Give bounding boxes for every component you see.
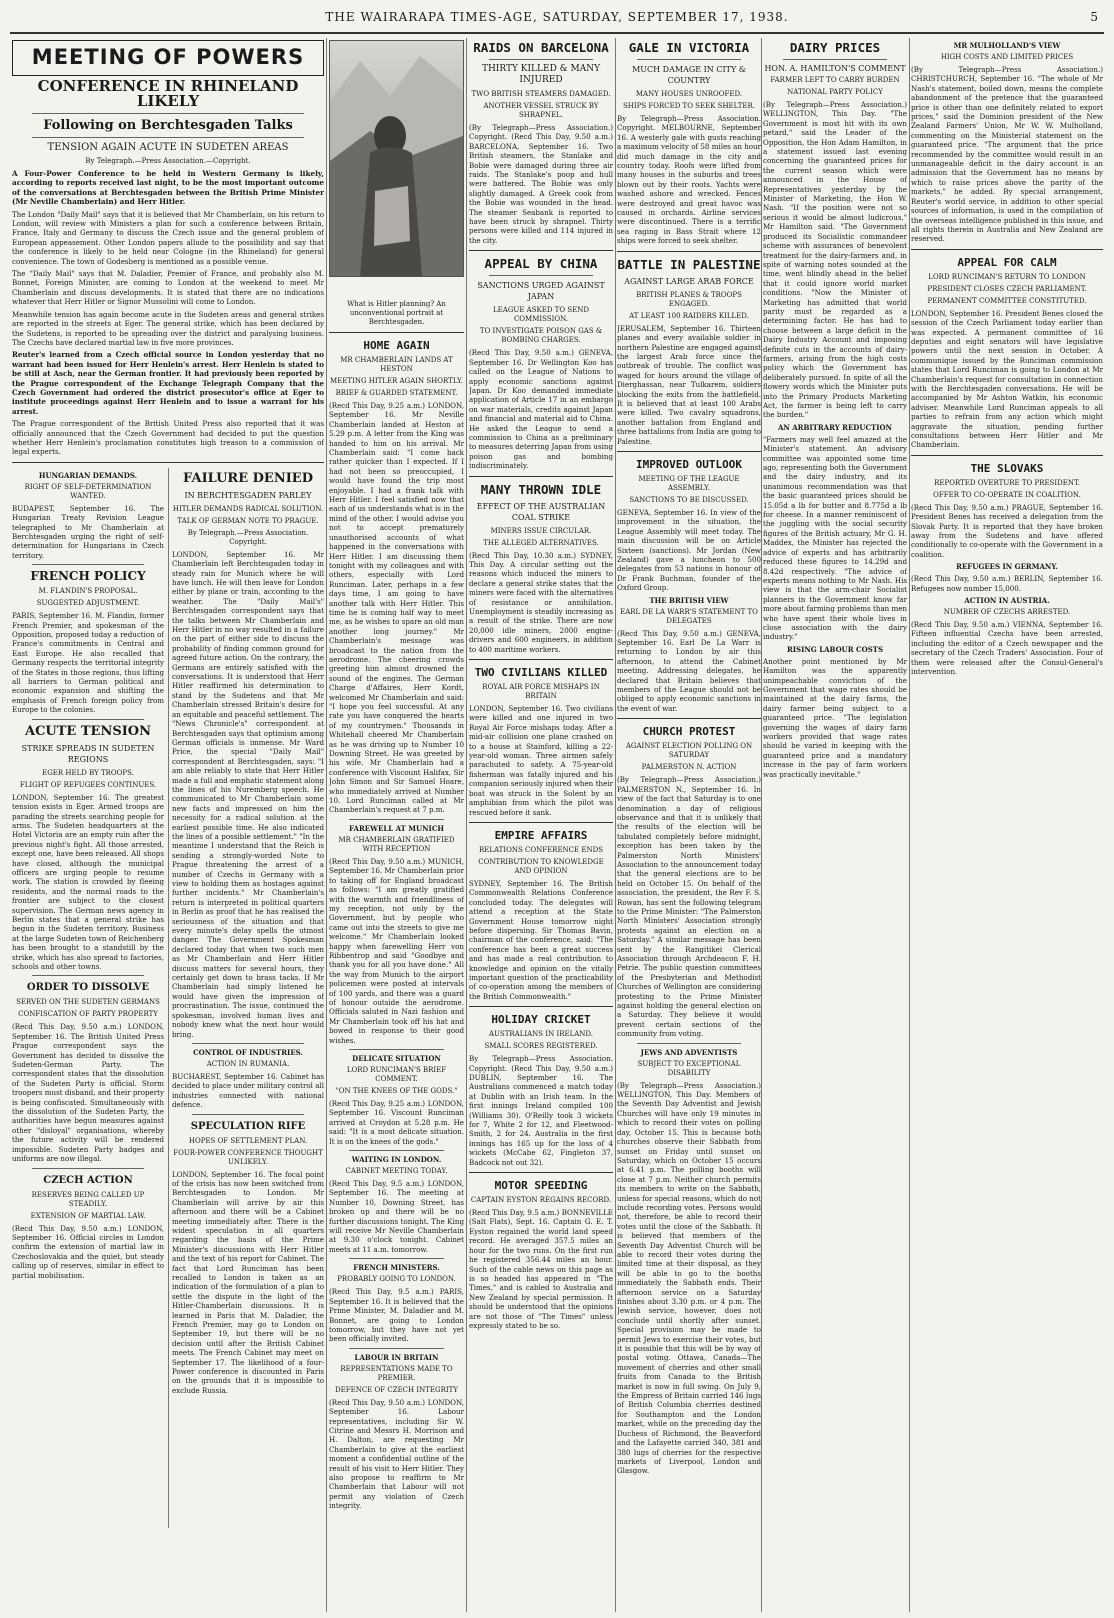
lead-paragraph: The London "Daily Mail" says that it is believed that Mr Chamberlain, on his return to London, will review with Ministers a plan for such a conference between Britain, France, Italy and Germany to discuss the Czech issue and the general problem of European appeasement. Other London papers allude to the possibility and say that the conference is likely to be held near Cologne (in the Rhineland) for general convenience. The town of Godesberg is mentioned as a possible venue. — [12, 209, 324, 266]
article-sub: ROYAL AIR FORCE MISHAPS IN BRITAIN — [482, 683, 600, 701]
lead-subdeck: TENSION AGAIN ACUTE IN SUDETEN AREAS — [47, 142, 289, 153]
column-divider — [615, 38, 616, 1612]
column-divider — [326, 38, 327, 1612]
article-sub: EXTENSION OF MARTIAL LAW. — [30, 1211, 146, 1220]
article-sub: AGAINST LARGE ARAB FORCE — [624, 276, 754, 286]
article-sub: AN ARBITRARY REDUCTION — [777, 422, 893, 432]
lead-kicker-box — [12, 40, 324, 76]
masthead — [0, 10, 1114, 32]
article-sub: HON. A. HAMILTON'S COMMENT — [764, 64, 906, 73]
article-body: (By Telegraph—Press Association.) WELLINGTON, This Day. "The Government is most hit with its own petard," said the Leader of the Opposition, the Hon Adam Hamilton, in a statement issued last evening concerning the guaranteed prices for the current season which were announced in the House of Representatives yesterday by the Minister of Marketing, the Hon W. Nash. "If the position were not so serious it would be almost ludicrous," Mr Hamilton said. "The Government produced its Socialistic commandeer scheme with assurances of benevolent treatment for the dairy-farmers and, in spite of warning notes sounded at the time, went blindly ahead in the belief that it could ignore world market conditions. "Now the Minister of Marketing has admitted that world parity must be regarded as a determining factor. He has had to choose between a large deficit in the Dairy Industry Account and imposing definite cuts in the accounts of dairy-farmers, arising from the high costs policy which the Government has deliberately pursued. In spite of all the flowery words which the Minister puts into the Primary Products Marketing Act, the farmer is being left to carry the burden." — [763, 100, 907, 420]
left-columns — [12, 38, 324, 1610]
article-head: THE BRITISH VIEW — [649, 595, 729, 605]
article-sub: HOPES OF SETTLEMENT PLAN. — [188, 1136, 308, 1145]
article-head: JEWS AND ADVENTISTS — [640, 1047, 738, 1057]
article-body: LONDON, September 16. The focal point of the crisis has now been switched from Berchtesgaden to London. Mr Chamberlain will arrive by air this afternoon and there will be a Cabinet meeting immediately after. There is the widest speculation in all quarters regarding the basis of the Prime Minister's discussions with Herr Hitler and the text of his report for Cabinet. The fact that Lord Runciman has been recalled to London is taken as an indication of the formulation of a plan to settle the dispute in the light of the Hitler-Chamberlain discussions. It is learned in Paris that M. Daladier, the French Premier, may go to London on September 19, but there will be no decision until after the British Cabinet meets. The French Cabinet may meet on September 17. The likelihood of a four-Power conference is discounted in Paris on the grounds that it is impossible to exclude Russia. — [172, 1169, 324, 1395]
column-gale — [617, 38, 761, 1610]
article-body: (Recd This Day, 9.50 a.m.) BERLIN, September 16. Refugees now number 15,000. — [911, 574, 1103, 593]
article-sub: ACTION IN RUMANIA. — [206, 1059, 290, 1068]
lead-deck: Following on Berchtesgaden Talks — [43, 118, 293, 133]
article-sub: SUBJECT TO EXCEPTIONAL DISABILITY — [637, 1059, 741, 1077]
article-head: CZECH ACTION — [43, 1174, 133, 1186]
article-head: APPEAL BY CHINA — [484, 256, 598, 272]
left-lower-split — [12, 468, 324, 1528]
article-sub: BRITISH PLANES & TROOPS ENGAGED. — [636, 290, 742, 308]
article-sub: LORD RUNCIMAN'S BRIEF COMMENT. — [346, 1066, 447, 1083]
article-body: (By Telegraph—Press Association.) PALMERSTON N., September 16. In view of the fact that Saturday is to one denomination a day of religious observance and that it is unlikely that the results of the election will be tabulated completely before midnight, exception has been taken by the Palmerston North Ministers' Association to the announcement today that the general elections are to be held on October 15. On behalf of the association, the president, the Rev F. S. Rowan, has sent the following telegram to the Prime Minister: "The Palmerston North Ministers' Association strongly protests against an election on a Saturday." A similar message has been sent by the Rangitikei Clerical Association through Archdeacon F. H. Petrie. The public question committees of the Presbyterian and Methodist Churches of Wellington are considering protesting to the Prime Minister against holding the general election on a Saturday. They believe it would prevent certain sections of the community from voting. — [617, 775, 761, 1039]
article-byline: By Telegraph.—Press Association. Copyright. — [187, 528, 309, 546]
article-head: FRENCH MINISTERS. — [353, 1263, 440, 1273]
article-body: (Recd This Day, 9.50 a.m.) GENEVA, September 16. Earl De La Warr is returning to London by air this afternoon, to attend the Cabinet meeting. Addressing delegates, he declared that Britain believes that members of the League should not be obliged to apply economic sanctions in the event of war. — [617, 628, 761, 713]
article-sub: STRIKE SPREADS IN SUDETEN REGIONS — [21, 743, 155, 764]
lead-paragraph: The "Daily Mail" says that M. Daladier, Premier of France, and probably also M. Bonnet, Foreign Minister, are coming to London at the weekend to meet Mr Chamberlain and discuss developments. It is stated that there are no indications whatever that Herr Hitler or Signor Mussolini will come to London. — [12, 269, 324, 307]
article-sub: SMALL SCORES REGISTERED. — [484, 1042, 598, 1051]
article-body: By Telegraph—Press Association. Copyright. MELBOURNE, September 16. A westerly gale with gusts reaching a maximum velocity of 58 miles an hour did much damage in the city and country today. Roofs were lifted from many houses in the suburbs and trees blown out by their roots. Yachts were washed ashore and wrecked. Fences were destroyed and great havoc was caused in orchards. Airline services were discontinued. There is a terrific sea raging in Bass Strait where 12 ships were forced to seek shelter. — [617, 114, 761, 246]
article-sub: CONFISCATION OF PARTY PROPERTY — [18, 1010, 158, 1019]
article-sub: NATIONAL PARTY POLICY — [787, 88, 883, 96]
article-body: (Recd This Day, 9.5 a.m.) LONDON, September 16. The meeting at Number 10, Downing Street, has broken up and there will be no further discussions tonight. The King will receive Mr Neville Chamberlain at 9.30 o'clock tonight. Cabinet meets at 11 a.m. tomorrow. — [329, 1179, 464, 1254]
article-head: REFUGEES IN GERMANY. — [956, 562, 1058, 572]
photo-area — [329, 38, 464, 300]
lead-paragraph: The Prague correspondent of the British United Press also reported that it was officially announced that the Czech Government had decided to put the question whether Herr Henlein's proclamation constitutes high treason to a commission of legal experts. — [12, 419, 324, 457]
article-head: RAIDS ON BARCELONA — [473, 40, 609, 55]
article-sub: SANCTIONS TO BE DISCUSSED. — [629, 495, 749, 504]
lead-paragraph: Meanwhile tension has again become acute in the Sudeten areas and general strikes are reported in the streets at Eger. The general strike, which has been declared by the Sudetens, is reported to be spreading over the district and paralysing business. The Czechs have declared martial law in five more provinces. — [12, 309, 324, 347]
article-sub: SERVED ON THE SUDETEN GERMANS — [16, 998, 160, 1007]
article-sub: FLIGHT OF REFUGEES CONTINUES. — [19, 780, 157, 789]
lead-kicker: MEETING OF POWERS — [31, 45, 305, 69]
article-sub: OFFER TO CO-OPERATE IN COALITION. — [933, 490, 1081, 499]
article-body: (By Telegraph—Press Association.) WELLINGTON, This Day. Members of the Seventh Day Adventist and Jewish Churches will have only 19 minutes in which to record their votes on polling day, October 15. This is because both churches observe their Sabbath from sunset on Friday until sunset on Saturday, which on October 15 occurs at 6.41 p.m. The polling booths will close at 7 p.m. Neither church permits its members to write on the Sabbath, unless for special reasons, which do not include recording votes. Persons would not, therefore, be able to record their votes until the close of the Sabbath. It is believed that members of the Seventh Day Adventist Church will be able to record their votes during the limited time at their disposal, as they will be able to go to the booths immediately the Sabbath ends. Their afternoon service on a Saturday finishes about 3.30 p.m. or 4 p.m. The Jewish service, however, does not conclude until shortly after sunset. Special provision may be made to permit Jews to exercise their votes, but it is possible that this will be by way of postal voting. Ottawa, Canada—The movement of cherries and other small fruits from Canada to the British market is now in full swing. On July 9, the Empress of Britain carried 146 lugs of British Columbia cherries destined for Southampton and the London market, while on the preceding day the Duchess of Richmond, the Beaverford and the Lafayette carried 340, 381 and 380 lugs of cherries for the respective markets of Liverpool, London and Glasgow. — [617, 1080, 761, 1476]
article-sub: PALMERSTON N. ACTION — [641, 763, 737, 772]
article-sub: CAPTAIN EYSTON REGAINS RECORD. — [470, 1196, 612, 1205]
article-head: EMPIRE AFFAIRS — [494, 828, 588, 842]
article-sub: CONTRIBUTION TO KNOWLEDGE AND OPINION — [478, 857, 604, 875]
spacer — [329, 38, 330, 39]
masthead-rule — [10, 32, 1104, 34]
article-body: By Telegraph—Press Association. Copyright. (Recd This Day, 9.50 a.m.) DUBLIN, September 16. The Australians commenced a match today at Dublin with an Irish team. In the first innings Ireland compiled 100 (Williams 30). O'Reilly took 3 wickets for 7, White 2 for 12, and Fleetwood-Smith, 2 for 24. Australia in the first innings has 165 up for the loss of 4 wickets (McCabe 62, Fingleton 37, Badcock not out 32). — [469, 1054, 613, 1167]
article-sub: AUSTRALIANS IN IRELAND. — [488, 1030, 594, 1039]
article-head: CHURCH PROTEST — [642, 725, 736, 739]
article-head: MANY THROWN IDLE — [480, 481, 602, 497]
article-sub: THIRTY KILLED & MANY INJURED — [481, 64, 601, 85]
article-sub: TWO BRITISH STEAMERS DAMAGED. — [471, 90, 611, 98]
column-dairy-cont — [911, 38, 1103, 1610]
article-sub: IN BERCHTESGADEN PARLEY — [184, 490, 312, 500]
article-head: DELICATE SITUATION — [352, 1054, 441, 1063]
article-sub: PRESIDENT CLOSES CZECH PARLIAMENT. — [927, 284, 1087, 293]
article-head: SPECULATION RIFE — [190, 1120, 306, 1132]
article-body: LONDON, September 16. The greatest tension exists in Eger. Armed troops are parading the streets searching people for arms. The Sudeten headquarters at the Hotel Victoria are an empty ruin after the previous night's fight. All those arrested, except one, have been released. All shops have closed, although the municipal officers are urging people to resume work. The station is crowded by fleeing residents, and the normal roads to the frontier are subject to the closest supervision. The German news agency in Berlin states that a general strike has begun in the Sudeten territory. Business at the large Sudeten town of Reichenberg has been brought to a standstill by the strike, which has also spread to factories, schools and other towns. — [12, 792, 164, 971]
article-head: FAILURE DENIED — [183, 470, 313, 486]
article-sub: RISING LABOUR COSTS — [786, 644, 884, 654]
article-sub: MANY HOUSES UNROOFED. — [635, 90, 743, 98]
article-body: (Recd This Day, 9.25 a.m.) LONDON, September 16. Mr Neville Chamberlain landed at Heston at 5.29 p.m. A letter from the King was handed to him on his arrival. Mr Chamberlain said: "I come back rather quicker than I expected. If I had not been so preoccupied, I would have found the trip most enjoyable. I had a frank talk with Herr Hitler. I feel satisfied now that each of us understands what is in the mind of the other. I would advise you not to accept prematurely unauthorised accounts of what happened in the conversations with Herr Hitler. I am discussing them tonight with my colleagues and with others, especially with Lord Runciman. Later, perhaps in a few days time, I am going to have another talk with Herr Hitler. This time he is coming half way to meet me, as he wishes to spare an old man another long journey." Mr Chamberlain's message was broadcast to the nation from the aerodrome. The cheering crowds greeting him almost drowned the sound of the engines. The German Charge d'Affaires, Herr Kordt, welcomed Mr Chamberlain and said: "I hope you feel successful. At any rate you have conquered the hearts of my countrymen." Thousands in Whitehall cheered Mr Chamberlain as he was driving up to Number 10 Downing Street. He was greeted by his wife. Mr Chamberlain had a conference with Viscount Halifax, Sir John Simon and Sir Samuel Hoare, who immediately arrived at Number 10. Lord Runciman called at Mr Chamberlain's request at 7 p.m. — [329, 401, 464, 815]
lead-byline: By Telegraph.—Press Association.—Copyright. — [85, 157, 251, 165]
article-sub: REPORTED OVERTURE TO PRESIDENT. — [934, 478, 1080, 487]
article-head: FAREWELL AT MUNICH — [348, 823, 445, 833]
article-sub: MEETING HITLER AGAIN SHORTLY. — [330, 377, 463, 385]
article-head: LABOUR IN BRITAIN — [354, 1352, 439, 1362]
article-sub: MEETING OF THE LEAGUE ASSEMBLY. — [638, 474, 740, 492]
article-sub: MUCH DAMAGE IN CITY & COUNTRY — [632, 65, 746, 85]
article-body: (Recd This Day, 9.50 a.m.) VIENNA, September 16. Fifteen influential Czechs have been arrested, including the editor of a Czech newspaper and the secretary of the Czech Traders' Association. Four of them were released after the Consul-General's intervention. — [911, 620, 1103, 677]
article-sub: NUMBER OF CZECHS ARRESTED. — [943, 608, 1071, 617]
article-sub: HITLER DEMANDS RADICAL SOLUTION. — [172, 504, 324, 513]
article-head: HUNGARIAN DEMANDS. — [38, 470, 138, 480]
article-head: HOME AGAIN — [363, 339, 430, 352]
article-body: Another point mentioned by Mr Hamilton was the apparently unimpeachable conviction of the Government that wage rates should be maintained at the dairy farms, the dairy farmer being subject to a guaranteed price. "The legislation governing the wages of dairy farm workers provided that wage rates should be varied in keeping with the guaranteed price and a mandatory increase in the pay of farm workers was practically inevitable." — [763, 656, 907, 779]
article-sub: PROBABLY GOING TO LONDON. — [337, 1275, 456, 1284]
article-head: BATTLE IN PALESTINE — [617, 256, 761, 272]
opinion-holder — [1, 1, 2, 2]
article-sub: HIGH COSTS AND LIMITED PRICES — [940, 53, 1074, 61]
article-body: PARIS, September 16. M. Flandin, former French Premier, and spokesman of the Opposition, proposed today a reduction of France's commitments in Central and East Europe. He also recalled that Germany respects the territorial integrity of the States in those regions, thus lifting all barriers to German political and economic expansion and shifting the emphasis of French foreign policy from Europe to the colonies. — [12, 611, 164, 715]
article-body: (Recd This Day, 9.5 a.m.) BONNEVILLE (Salt Flats), Sept. 16. Captain G. E. T. Eyston regained the world land speed record. He averaged 357.5 miles an hour for the two runs. On the first run he registered 356.44 miles an hour. Such of the cable news on this page as is so headed has appeared in "The Times," and is cabled to Australia and New Zealand by special permission. It should be understood that the opinions are not those of "The Times" unless expressly stated to be so. — [469, 1208, 613, 1330]
article-body: GENEVA, September 16. In view of the improvement in the situation, the League Assembly will meet today. The main discussion will be on Article Sixteen (sanctions). Mr Jordan (New Zealand) gave a luncheon to 500 delegates from 53 nations in honour of Dr Frank Buchman, founder of the Oxford Group. — [617, 507, 761, 593]
article-body: LONDON, September 16. Mr Chamberlain left Berchtesgaden today in steady rain for Munich where he will have lunch. He will then leave for London either by plane or train, according to the weather. The "Daily Mail's" Berchtesgaden correspondent says that the talks between Mr Chamberlain and Herr Hitler in no way resulted in a failure on the part of either side to discuss the probability of finding common ground for agreed future action. On the contrary, the Germans are entirely satisfied with the conversations. It is understood that Herr Hitler reaffirmed his determination to stand by the Sudetens and that Mr Chamberlain stressed Britain's desire for an equitable and peaceful settlement. The "News Chronicle's" correspondent at Berchtesgaden says that optimism among German officials is immense. Mr Ward Price, the special "Daily Mail" correspondent at Berchtesgaden, says: "I am able reliably to state that Herr Hitler made a full and emphatic statement along the lines of his Nuremberg speech. He communicated to Mr Chamberlain some new facts and impressed on him the necessity for a radical solution at the earliest possible time. He also indicated the lines of a possible settlement." "In the meantime I understand that the Reich is sending a strongly-worded Note to Prague threatening the arrest of a number of Czechs in Germany with a view to holding them as hostages against further incidents." Mr Chamberlain's return is interpreted in political quarters in Berlin as proof that he has realised the seriousness of the situation and that every minute's delay spells the utmost danger. The Government Spokesman declared today that when two such men as Mr Chamberlain and Herr Hitler discuss matters for several hours, they certainly get down to brass tacks. If Mr Chamberlain had simply listened he would have given the impression of procrastination. The issue, continued the spokesman, involved human lives and nobody knew what the next hour would bring. — [172, 549, 324, 1039]
article-body: (Recd This Day, 10.30 a.m.) SYDNEY, This Day. A circular setting out the reasons which induced the miners to declare a general strike states that the miners were faced with the alternatives of resistance or annihilation. Unemployment is steadily increasing as a result of the strike. There are now 20,000 idle miners, 2000 engine-drivers and 600 engineers, in addition to 400 maritime workers. — [469, 550, 613, 654]
hitler-portrait-photo — [329, 40, 464, 277]
article-body: "Farmers may well feel amazed at the Minister's statement. An advisory committee was appointed some time ago, representing both the Government and the dairy industry, and its unanimous recommendation was that the basic guaranteed prices should be 15.05d a lb for butter and 8.775d a lb for cheese. In a manner reminiscent of the juggling with the social security figures of the British actuary, Mr G. H. Maddex, the Minister has rejected the advice of experts and has arbitrarily reduced these figures to 14.29d and 8.42d respectively. "The advice of experts means nothing to Mr Nash. His view is that the arm-chair Socialist planners in the Government know far more about farming problems than men who have spent their whole lives in close association with the dairy industry." — [763, 434, 907, 642]
article-sub: MR CHAMBERLAIN GRATIFIED WITH RECEPTION — [338, 835, 455, 853]
article-head: HOLIDAY CRICKET — [491, 1013, 591, 1027]
photo-image — [330, 41, 463, 276]
article-sub: MR MULHOLLAND'S VIEW — [953, 41, 1061, 50]
article-sub: PERMANENT COMMITTEE CONSTITUTED. — [927, 296, 1087, 305]
article-sub: THE ALLEGED ALTERNATIVES. — [483, 538, 599, 547]
column-divider — [761, 38, 762, 1612]
article-body: BUDAPEST, September 16. The Hungarian Treaty Revision League telegraphed to Mr Chamberlain at Berchtesgaden urging the right of self-determination for Hungarians in Czech territory. — [12, 503, 164, 560]
lead-headline: CONFERENCE IN RHINELAND LIKELY — [37, 77, 299, 110]
column-raids — [469, 38, 613, 1610]
article-sub: SANCTIONS URGED AGAINST JAPAN — [477, 281, 605, 302]
article-head: IMPROVED OUTLOOK — [636, 457, 742, 471]
article-body: (Recd This Day, 9.50 a.m.) LONDON, September 16. Labour representatives, including Sir W. Citrine and Messrs H. Morrison and H. Dalton, are requesting Mr Chamberlain to give at the earliest moment a confidential outline of the result of his visit to Herr Hitler. They also propose to reaffirm to Mr Chamberlain that Labour will not permit any violation of Czech integrity. — [329, 1397, 464, 1511]
article-sub: RELATIONS CONFERENCE ENDS — [478, 845, 604, 854]
article-sub: RIGHT OF SELF-DETERMINATION WANTED. — [24, 482, 152, 500]
article-body: SYDNEY, September 16. The British Commonwealth Relations Conference concluded today. The delegates will attend a reception at the State Government House tomorrow night before dispersing. Sir Thomas Bavin, chairman of the conference, said: "The conference has been a great success and has made a real contribution to knowledge and opinion on the vitally important question of the practicability of co-operation among the members of the British Commonwealth." — [469, 878, 613, 1001]
article-head: FRENCH POLICY — [30, 569, 146, 584]
photo-caption: What is Hitler planning? An unconventional portrait at Berchtesgaden. — [347, 300, 446, 326]
article-body: (Recd This Day, 9.50 a.m.) LONDON, September 16. Official circles in London confirm the extension of martial law in Czechoslovakia and the quiet, but steady calling up of reserves, similar in effect to partial mobilisation. — [12, 1223, 164, 1280]
article-body: BUCHAREST, September 16. Cabinet has decided to place under military control all industries connected with national defence. — [172, 1071, 324, 1110]
article-sub: RESERVES BEING CALLED UP STEADILY. — [31, 1190, 145, 1208]
center-stories — [329, 300, 464, 1610]
article-sub: LORD RUNCIMAN'S RETURN TO LONDON — [928, 272, 1086, 281]
article-head: GALE IN VICTORIA — [628, 40, 750, 55]
article-head: THE SLOVAKS — [970, 461, 1044, 475]
article-body: (Recd This Day, 9.25 a.m.) LONDON, September 16. Viscount Runciman arrived at Croydon at 5.28 p.m. He said: "It is a most delicate situation. It is on the knees of the gods." — [329, 1099, 464, 1146]
article-sub: "ON THE KNEES OF THE GODS." — [335, 1087, 458, 1095]
article-head: MOTOR SPEEDING — [494, 1179, 588, 1193]
article-body: LONDON, September 16. Two civilians were killed and one injured in two Royal Air Force mishaps today. After a mid-air collision one plane crashed on to a house at Stainford, killing a 22-year-old woman. Three airmen safely parachuted to safety. A 75-year-old fisherman was fatally injured and his companion seriously injured when their boat was struck in the Solent by an amphibian from which the pilot was rescued before it sank. — [469, 704, 613, 817]
article-sub: SHIPS FORCED TO SEEK SHELTER. — [622, 102, 756, 110]
article-body: (Recd This Day, 9.50 a.m.) LONDON, September 16. The British United Press Prague correspondent says the Government has decided to dissolve the Sudeten-German Party. The correspondent states that the dissolution of the Sudeten Party is official. Storm troopers must disband, and their property is being confiscated. Simultaneously with the dissolution of the Sudeten Party, the authorities have begun measures against other "disloyal" organisations, whereby the future activity will be rendered impossible. Sudeten Party badges and uniforms are now illegal. — [12, 1022, 164, 1164]
article-sub: AGAINST ELECTION POLLING ON SATURDAY — [625, 742, 753, 760]
article-head: ACTION IN AUSTRIA. — [964, 596, 1050, 606]
article-body: JERUSALEM, September 16. Thirteen planes and every available soldier in northern Palestine are engaged against the largest Arab force since the outbreak of trouble. The conflict was waged for hours around the village of Dierghassan, near Tulkarem, soldiers blocking the exits from the battlefield. It is believed that at least 100 Arabs were killed. Two cavalry squadrons, another battalion from England and three battalions from India are going to Palestine. — [617, 323, 761, 446]
article-sub: M. FLANDIN'S PROPOSAL. — [38, 587, 138, 596]
article-body: LONDON, September 16. President Benes closed the session of the Czech Parliament today earlier than was expected. A permanent committee of 16 deputies and eight senators will have legislative powers until the next session in October. A communique issued by the Runciman commission states that Lord Runciman is going to London at Mr Chamberlain's request for consultation in connection with the Berchtesgaden conversations. He will be accompanied by Mr Ashton Watkin, his economic adviser. Meanwhile Lord Runciman appeals to all parties to refrain from any action which might aggravate the situation, pending further consultations between Herr Hitler and Mr Chamberlain. — [911, 308, 1103, 450]
article-head: APPEAL FOR CALM — [957, 255, 1057, 269]
article-sub: EFFECT OF THE AUSTRALIAN COAL STRIKE — [476, 501, 606, 522]
article-body: (Recd This Day, 9.50 a.m.) PRAGUE, September 16. President Benes has received a delegation from the Slovak Party. It is reported that they have broken away from the Sudetens and have offered conditionally to co-operate with the Government in a coalition. — [911, 502, 1103, 559]
article-body: (By Telegraph—Press Association.) Copyright. (Recd This Day, 9.50 a.m.) BARCELONA, September 16. Two British steamers, the Stanlake and Bobie were damaged during three air raids. The Stanlake's poop and hull were battered. The Bobie was only slightly damaged. A Greek cook from the Bobie was wounded in the head. The steamer Seabank is reported to have been struck by shrapnel. Thirty persons were killed and 114 injured in the city. — [469, 123, 613, 245]
article-sub: MINERS ISSUE CIRCULAR. — [490, 526, 592, 535]
article-sub: EGER HELD BY TROOPS. — [42, 768, 134, 777]
article-body: (Recd This Day, 9.50 a.m.) MUNICH, September 16. Mr Chamberlain prior to taking off for England broadcast as follows: "I am greatly gratified with the warmth and friendliness of my reception, not only by the Government, but by people who came out into the streets to give me welcome." Mr Chamberlain looked happy when farewelling Herr von Ribbentrop and said "Goodbye and thank you for all you have done." All the way from Munich to the airport policemen were posted at intervals of 100 yards, and there was a guard of honour outside the aerodrome. Officials saluted in Nazi fashion and Mr Chamberlain took off his hat and bowed in response to their good wishes. — [329, 856, 464, 1045]
article-sub: SUGGESTED ADJUSTMENT. — [36, 599, 140, 608]
page-number: 5 — [1090, 10, 1098, 24]
article-sub: CABINET MEETING TODAY. — [345, 1167, 448, 1176]
article-head: TWO CIVILIANS KILLED — [474, 666, 608, 680]
article-sub: ANOTHER VESSEL STRUCK BY SHRAPNEL. — [483, 102, 599, 119]
lead-paragraph: Reuter's learned from a Czech official source in London yesterday that no warrant had been issued for Herr Henlein's arrest. Herr Henlein is stated to be still at Asch, near the German frontier. It had previously been reported by the Prague correspondent of the Exchange Telegraph Company that the Czech Government had ordered the district prosecutor's office at Eger to institute proceedings against Herr Henlein and to issue a warrant for his arrest. — [12, 350, 324, 416]
column-divider — [466, 38, 467, 1612]
article-sub: FARMER LEFT TO CARRY BURDEN — [770, 76, 900, 84]
column-divider — [909, 38, 910, 1612]
article-head: DAIRY PRICES — [789, 40, 881, 55]
article-head: WAITING IN LONDON. — [351, 1155, 442, 1165]
lead-paragraph: A Four-Power Conference to be held in Western Germany is likely, according to reports received last night, to be the most important outcome of the conversations at Berchtesgaden between the British Prime Minister (Mr Neville Chamberlain) and Herr Hitler. — [12, 169, 324, 207]
article-sub: MR CHAMBERLAIN LANDS AT HESTON — [340, 356, 453, 373]
article-sub: DEFENCE OF CZECH INTEGRITY — [335, 1385, 458, 1394]
article-head: CONTROL OF INDUSTRIES. — [193, 1047, 303, 1057]
column-dairy — [763, 38, 907, 1610]
article-sub: TALK OF GERMAN NOTE TO PRAGUE. — [177, 516, 319, 525]
article-sub: REPRESENTATIONS MADE TO PREMIER. — [340, 1364, 453, 1382]
article-sub: AT LEAST 100 RAIDERS KILLED. — [629, 311, 749, 320]
article-sub: BRIEF & GUARDED STATEMENT. — [335, 389, 458, 397]
article-sub: TO INVESTIGATE POISON GAS & BOMBING CHARGES. — [479, 327, 603, 345]
article-body: (By Telegraph—Press Association.) CHRISTCHURCH, September 16. "The whole of Mr Nash's statement, boiled down, means the complete abandonment of the pretence that the guaranteed price is other than one definitely related to export prices," said the Dominion president of the New Zealand Farmers' Union, Mr W. W. Mulholland, commenting on the Ministerial statement on the guaranteed price. "The argument that the price recommended by the committee would result in an unmanageable deficit in the dairy account is an admission that the Government has no means by which to raise prices above the parity of the markets," he added. By special arrangement, Reuter's world service, in addition to other special sources of information, is used in the compilation of the overseas intelligence published in this issue, and all rights therein in Australia and New Zealand are reserved. — [911, 65, 1103, 244]
article-sub: EARL DE LA WARR'S STATEMENT TO DELEGATES — [620, 607, 758, 625]
article-head: ORDER TO DISSOLVE — [26, 982, 150, 994]
article-body: (Recd This Day, 9.5 a.m.) PARIS, September 16. It is believed that the Prime Minister, M. Daladier and M. Bonnet, are going to London tomorrow, but they have not yet been officially invited. — [329, 1287, 464, 1344]
masthead-title: THE WAIRARAPA TIMES-AGE, SATURDAY, SEPTEMBER 17, 1938. — [325, 10, 789, 24]
article-sub: FOUR-POWER CONFERENCE THOUGHT UNLIKELY. — [173, 1148, 323, 1166]
article-head: ACUTE TENSION — [24, 723, 152, 739]
article-body: (Recd This Day, 9.50 a.m.) GENEVA, September 16. Dr Wellington Koo has called on the League of Nations to apply economic sanctions against Japan. Dr Koo demanded immediate application of Article 17 in an embargo on war materials, credits against Japan and financial and material aid to China. He asked the League to send a commission to China as a preliminary to measures deterring Japan from using poison gas and bombing indiscriminately. — [469, 348, 613, 471]
article-sub: LEAGUE ASKED TO SEND COMMISSION. — [493, 306, 589, 324]
